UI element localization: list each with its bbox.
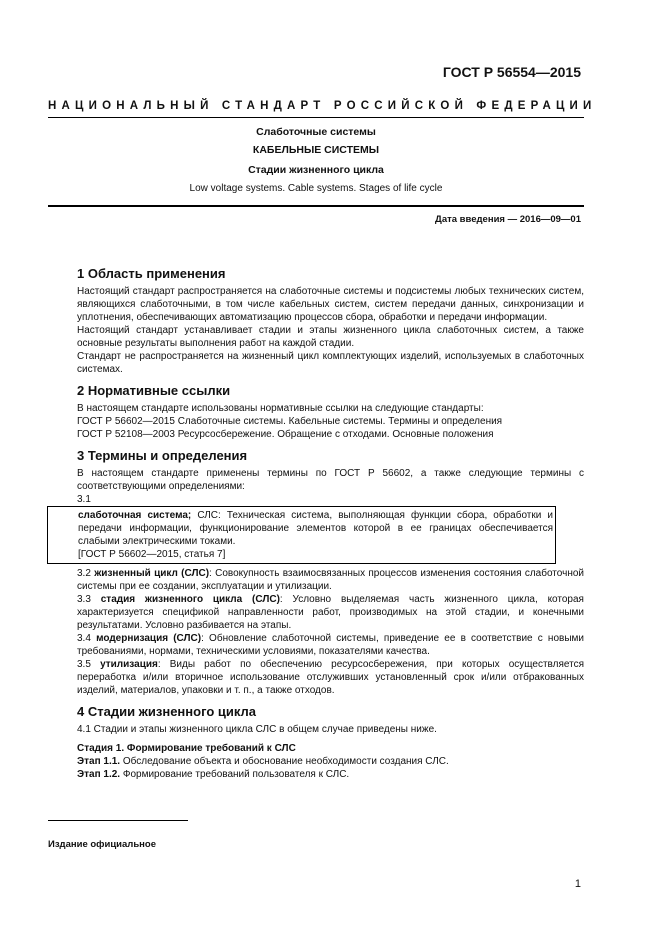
term-3-4 bbox=[77, 632, 584, 658]
section-2-ref-2: ГОСТ Р 52108—2003 Ресурсосбережение. Обращение с отходами. Основные положения bbox=[77, 429, 494, 440]
section-4-heading: 4 Стадии жизненного цикла bbox=[77, 704, 257, 719]
stage-1-1 bbox=[77, 755, 584, 768]
stage-1-2-text: Формирование требований пользователя к СЛС. bbox=[120, 769, 350, 780]
term-3-5 bbox=[77, 658, 584, 697]
term-3-1-term: слаботочная система; bbox=[78, 510, 192, 521]
stage-1-1-label: Этап 1.1. bbox=[77, 756, 121, 767]
term-3-5-number: 3.5 bbox=[77, 659, 101, 670]
term-3-2-number: 3.2 bbox=[77, 568, 95, 579]
stage-1-2-label: Этап 1.2. bbox=[77, 769, 121, 780]
section-1-heading: 1 Область применения bbox=[77, 266, 226, 281]
term-3-2-text: : Совокупность взаимосвязанных процессов изменения состояния слаботочной системы при ее создании, эксплуатации и утилизации. bbox=[77, 568, 584, 592]
section-4-para-1: 4.1 Стадии и этапы жизненного цикла СЛС в общем случае приведены ниже. bbox=[77, 724, 437, 735]
term-3-4-number: 3.4 bbox=[77, 633, 97, 644]
document-body bbox=[77, 261, 584, 781]
term-3-2 bbox=[77, 567, 584, 593]
national-standard-banner: НАЦИОНАЛЬНЫЙ СТАНДАРТ РОССИЙСКОЙ ФЕДЕРАЦИИ bbox=[48, 100, 597, 112]
standard-number: ГОСТ Р 56554—2015 bbox=[442, 64, 581, 80]
title-english: Low voltage systems. Cable systems. Stages of life cycle bbox=[189, 183, 443, 194]
section-2-para-1: В настоящем стандарте использованы нормативные ссылки на следующие стандарты: bbox=[77, 403, 484, 414]
section-3-para-1: В настоящем стандарте применены термины по ГОСТ Р 56602, а также следующие термины с соответствующими определениями: bbox=[77, 468, 584, 492]
section-2-heading: 2 Нормативные ссылки bbox=[77, 383, 231, 398]
stage-1-1-text: Обследование объекта и обоснование необходимости создания СЛС. bbox=[120, 756, 449, 767]
term-3-3-term: стадия жизненного цикла (СЛС) bbox=[100, 594, 280, 605]
intro-date: Дата введения — 2016—09—01 bbox=[435, 214, 581, 225]
official-edition-label: Издание официальное bbox=[48, 839, 156, 850]
term-3-1-definition bbox=[78, 509, 553, 548]
term-3-4-term: модернизация (СЛС) bbox=[96, 633, 202, 644]
title-divider bbox=[48, 205, 584, 207]
section-1-para-1: Настоящий стандарт распространяется на слаботочные системы и подсистемы любых технических систем, являющихся слаботочными, в том числе кабельных систем, систем передачи данных, синхронизации и уплотнения, обеспечивающих автоматизацию процессов сбора, обработки и передачи информации. bbox=[77, 286, 584, 323]
term-3-3-text: : Условно выделяемая часть жизненного цикла, которая характеризуется спецификой направленности работ, производимых на этой стадии, и конечными результатами. Условно разбивается на этапы. bbox=[77, 594, 584, 631]
term-3-3 bbox=[77, 593, 584, 632]
page-number: 1 bbox=[574, 878, 581, 890]
title-line-2: КАБЕЛЬНЫЕ СИСТЕМЫ bbox=[252, 144, 380, 156]
section-3-heading: 3 Термины и определения bbox=[77, 448, 248, 463]
term-3-1-number: 3.1 bbox=[77, 494, 91, 505]
term-3-1-text: СЛС: Техническая система, выполняющая функции сбора, обработки и передачи информации, функционирование элементов которой в ее границах обеспечивается слабыми электрическими токами. bbox=[78, 510, 553, 547]
term-3-3-number: 3.3 bbox=[77, 594, 101, 605]
top-divider bbox=[48, 117, 584, 118]
term-3-4-text: : Обновление слаботочной системы, приведение ее в соответствие с новыми требованиями, нормами, техническими условиями, показателями качества. bbox=[77, 633, 584, 657]
stage-1-heading: Стадия 1. Формирование требований к СЛС bbox=[77, 743, 296, 754]
title-line-3: Стадии жизненного цикла bbox=[248, 164, 384, 176]
term-3-1-box bbox=[47, 506, 556, 564]
term-3-2-term: жизненный цикл (СЛС) bbox=[94, 568, 210, 579]
section-1-para-2: Настоящий стандарт устанавливает стадии и этапы жизненного цикла слаботочных систем, а также основные результаты выполнения работ на каждой стадии. bbox=[77, 325, 584, 349]
term-3-5-term: утилизация bbox=[100, 659, 158, 670]
section-1-para-3: Стандарт не распространяется на жизненный цикл комплектующих изделий, используемых в слаботочных системах. bbox=[77, 351, 584, 375]
term-3-1-reference: [ГОСТ Р 56602—2015, статья 7] bbox=[78, 549, 226, 560]
section-2-ref-1: ГОСТ Р 56602—2015 Слаботочные системы. Кабельные системы. Термины и определения bbox=[77, 416, 503, 427]
title-line-1: Слаботочные системы bbox=[256, 126, 376, 138]
term-3-5-text: : Виды работ по обеспечению ресурсосбережения, при которых осуществляется переработка и/или вторичное использование отслуживших установленный срок и/или отбракованных изделий, материалов, упаковки и т. п., а также отходов. bbox=[77, 659, 585, 696]
stage-1-2 bbox=[77, 768, 584, 781]
footer-divider bbox=[48, 820, 188, 821]
